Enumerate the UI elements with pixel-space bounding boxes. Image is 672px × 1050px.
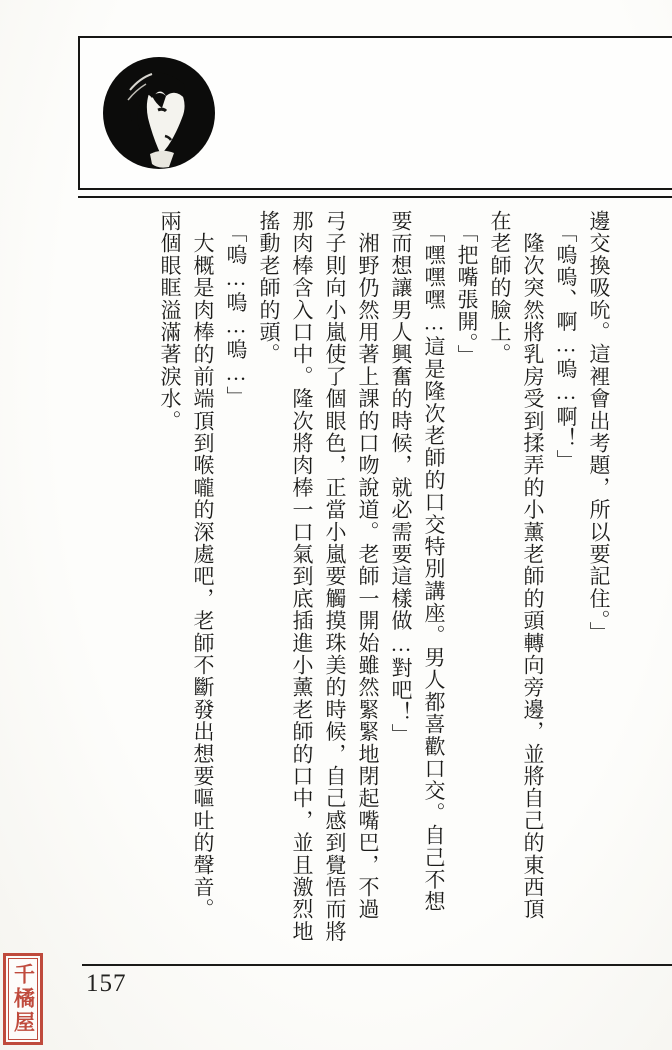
text-column: 兩個眼眶溢滿著淚水。 — [158, 210, 182, 432]
text-column: 隆次突然將乳房受到揉弄的小薰老師的頭轉向旁邊，並將自己的東西頂 — [521, 210, 545, 921]
text-column: 弓子則向小嵐使了個眼色，正當小嵐要觸摸珠美的時候，自己感到覺悟而將 — [323, 210, 347, 943]
seal-stamp-text: 千橘屋 — [11, 963, 36, 1035]
text-column: 「嘿嘿嘿…這是隆次老師的口交特別講座。男人都喜歡口交。自己不想 — [422, 210, 446, 913]
text-column: 要而想讓男人興奮的時候，就必需要這樣做…對吧！」 — [389, 210, 413, 746]
footer-rule — [82, 964, 672, 966]
text-column: 「嗚…嗚…嗚…」 — [224, 210, 248, 409]
text-column: 搖動老師的頭。 — [257, 210, 281, 366]
text-block — [153, 210, 615, 958]
seal-stamp — [3, 953, 43, 1045]
text-column: 在老師的臉上。 — [488, 210, 512, 366]
text-column: 湘野仍然用著上課的口吻說道。老師一開始雖然緊緊地閉起嘴巴，不過 — [356, 210, 380, 921]
text-column: 大概是肉棒的前端頂到喉嚨的深處吧，老師不斷發出想要嘔吐的聲音。 — [191, 210, 215, 921]
text-column: 邊交換吸吮。這裡會出考題，所以要記住。」 — [587, 210, 611, 644]
seal-stamp-border — [8, 958, 38, 1040]
text-column: 「把嘴張開。」 — [455, 210, 479, 367]
header-underline — [78, 196, 672, 198]
text-column: 「嗚嗚、啊…嗚…啊！」 — [554, 210, 578, 472]
text-column: 那肉棒含入口中。隆次將肉棒一口氣到底插進小薰老師的口中，並且激烈地 — [290, 210, 314, 943]
manga-face-icon — [102, 56, 216, 170]
page-number: 157 — [86, 970, 127, 997]
